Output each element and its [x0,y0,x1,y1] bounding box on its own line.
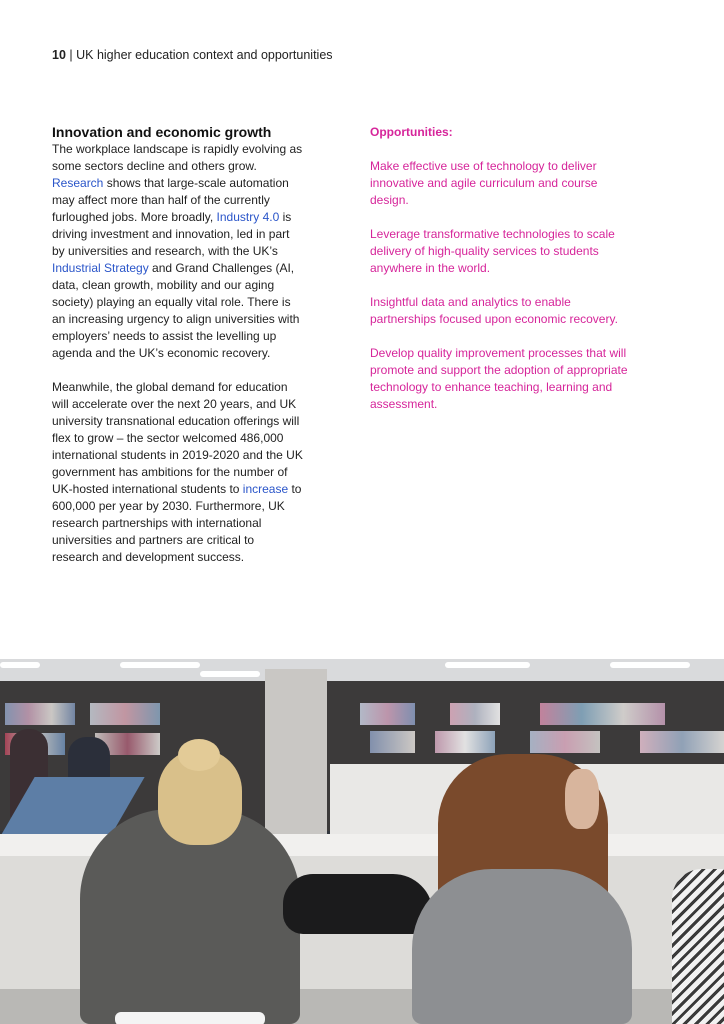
header-title: UK higher education context and opportunities [76,48,333,62]
books [435,731,495,753]
opportunities-heading: Opportunities: [370,125,453,139]
books [90,703,160,725]
opportunity-item: Leverage transformative technologies to scale delivery of high-quality services to students anywhere in the world. [370,227,615,275]
header-separator: | [65,48,77,62]
student-face [565,769,599,829]
ceiling-light [0,662,40,668]
striped-shirt-person [672,869,724,1024]
ceiling-light [610,662,690,668]
page-header [52,48,333,62]
books [370,731,415,753]
books [360,703,415,725]
books [540,703,665,725]
student-brunette-body [412,869,632,1024]
text-run: to 600,000 per year by 2030. Furthermore, UK research partnerships with international universities and partners are critical to research and development success. [52,482,302,564]
books [640,731,724,753]
library-students-photo [0,659,724,1024]
books [5,703,75,725]
text-run: The workplace landscape is rapidly evolving as some sectors decline and others grow. [52,142,303,173]
books [450,703,500,725]
text-run: and Grand Challenges (AI, data, clean growth, mobility and our aging society) playing an equally vital role. There is an increasing urgency to align universities with employers’ needs to assist the levelling up agenda and the UK’s economic recovery. [52,261,300,360]
paragraph-global-demand [52,379,304,566]
main-text-column [52,124,304,583]
black-bag [283,874,433,934]
page-number: 10 [52,48,66,62]
chair [115,1012,265,1024]
hair-bun [178,739,220,771]
opportunity-item: Insightful data and analytics to enable partnerships focused upon economic recovery. [370,295,618,326]
paragraph-workplace [52,141,304,362]
ceiling-light [445,662,530,668]
industry-4-link[interactable]: Industry 4.0 [216,210,280,224]
industrial-strategy-link[interactable]: Industrial Strategy [52,261,149,275]
opportunity-item: Make effective use of technology to deliver innovative and agile curriculum and course design. [370,159,598,207]
pillar [265,669,327,844]
books [530,731,600,753]
text-run: Meanwhile, the global demand for education will accelerate over the next 20 years, and UK university transnational education offerings will flex to grow – the sector welcomed 486,000 international students in 2019-2020 and the UK government has ambitions for the number of UK-hosted international students to [52,380,303,496]
increase-link[interactable]: increase [242,482,289,496]
ceiling-light [120,662,200,668]
ceiling-light [200,671,260,677]
text-run: shows that large-scale automation may affect more than half of the currently furloughed jobs. More broadly, [52,176,289,224]
opportunity-item: Develop quality improvement processes that will promote and support the adoption of appropriate technology to enhance teaching, learning and assessment. [370,346,628,411]
section-heading: Innovation and economic growth [52,124,272,140]
text-run: is driving investment and innovation, led in part by universities and research, with the UK’s [52,210,292,258]
opportunities-column [370,124,630,430]
research-link[interactable]: Research [52,176,104,190]
